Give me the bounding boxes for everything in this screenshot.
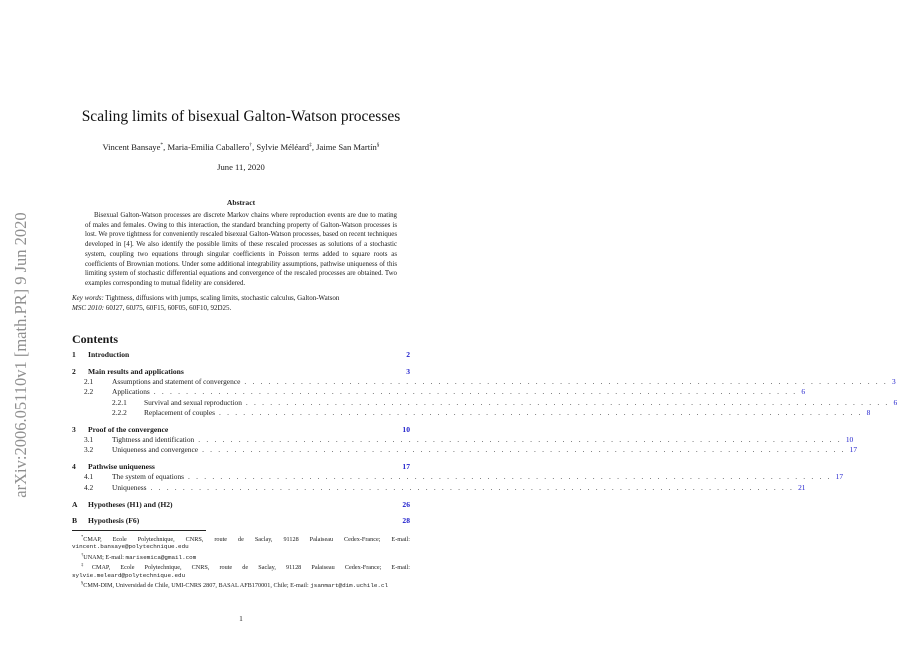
footnote-3-mark: ‡ [81,562,92,568]
toc-entry-number: 3 [72,424,76,434]
author-3-mark: ‡ [309,142,312,149]
keywords-text: Tightness, diffusions with jumps, scaling limits, stochastic calculus, Galton-Watson [105,294,340,302]
toc-entry-number: 3.1 [84,435,94,445]
toc-entry[interactable] [72,500,410,510]
toc-entry-number: 4 [72,462,76,472]
footnote-1-mark: * [81,534,84,539]
toc-entry-number: A [72,499,78,509]
footnote-1-email[interactable]: vincent.bansaye@polytechnique.edu [72,543,189,551]
author-2: Maria-Emilia Caballero [167,142,250,152]
paper-date: June 11, 2020 [217,162,265,172]
toc-entry-page[interactable]: 3 [891,377,896,387]
toc-entry-title[interactable]: Survival and sexual reproduction [144,397,242,407]
toc-entry-number: 3.2 [84,445,94,455]
toc-entry-page[interactable]: 17 [402,462,410,472]
author-4: Jaime San Martín [316,142,377,152]
paper-title: Scaling limits of bisexual Galton-Watson processes [81,108,401,125]
toc-entry-number: 1 [72,350,76,359]
contents-heading: Contents [72,332,119,346]
footnote-3-email[interactable]: sylvie.meleard@polytechnique.edu [72,571,186,579]
footnote-3 [72,561,410,579]
toc-leader-dots: . . . . . . . . . . . . . . . . . . . . . . . . . . . . . . . . . . . . . . . . . . . . . . . . . . . . . . . . . . . . . . . . . . . . . . . . . . . . . . . . [244,377,888,387]
toc-entry-page[interactable]: 6 [893,397,897,407]
arxiv-stamp-text: arXiv:2006.05110v1 [math.PR] 9 Jun 2020 [11,212,30,498]
page-number: 1 [239,614,243,623]
toc-leader-dots: . . . . . . . . . . . . . . . . . . . . . . . . . . . . . . . . . . . . . . . . . . . . . . . . . . . . . . . . . . . . . . . . . . . . . . . . . . . . . . . . [188,472,832,482]
toc-entry-number: 2.2.1 [112,397,127,407]
keywords-line [72,294,410,304]
arxiv-stamp [8,196,34,514]
toc-leader-dots: . . . . . . . . . . . . . . . . . . . . . . . . . . . . . . . . . . . . . . . . . . . . . . . . . . . . . . . . . . . . . . . . . . . . . . . . . . . . . . . . [198,435,842,445]
toc-leader-dots: . . . . . . . . . . . . . . . . . . . . . . . . . . . . . . . . . . . . . . . . . . . . . . . . . . . . . . . . . . . . . . . . . . . . . . . . . . . . . . . . [219,407,863,417]
toc-entry[interactable] [72,387,806,397]
abstract-heading: Abstract [226,198,256,207]
toc-entry-number: 2.2 [84,387,94,397]
toc-entry-title[interactable]: Introduction [88,350,130,359]
footnote-4-mark: § [81,580,84,586]
toc-entry-title[interactable]: Assumptions and statement of convergence [112,377,241,387]
footnote-4-text: CMM-DIM, Universidad de Chile, UMI-CNRS 2807, BASAL AFB170001, Chile; E-mail: [83,582,309,590]
footnote-2-email[interactable]: marisemica@gmail.com [125,553,197,561]
footnotes [72,533,410,590]
msc-label: MSC 2010: [72,303,105,312]
footnote-3-text: CMAP, Ecole Polytechnique, CNRS, route de Saclay, 91128 Palaiseau Cedex-France; E-mail: [91,564,410,572]
toc-entry-page[interactable]: 28 [402,516,410,526]
toc-entry-title[interactable]: Hypotheses (H1) and (H2) [88,499,173,509]
footnote-1 [72,533,410,551]
toc-entry-page[interactable]: 3 [406,366,410,376]
toc-entry-number: 2.1 [84,377,94,387]
toc-entry-title[interactable]: Pathwise uniqueness [88,462,155,472]
toc-entry-page[interactable]: 26 [402,499,410,509]
toc-leader-dots: . . . . . . . . . . . . . . . . . . . . . . . . . . . . . . . . . . . . . . . . . . . . . . . . . . . . . . . . . . . . . . . . . . . . . . . . . . . . . . . . [245,397,890,407]
abstract-body: Bisexual Galton-Watson processes are discrete Markov chains where reproduction events are due to mating of males and females. Owing to this interaction, the standard branching property of Galton-Watson processes is lost. We prove tightness for conveniently rescaled bisexual Galton-Watson processes, based on recent techniques developed in [4]. We also identify the possible limits of these rescaled processes as solutions of a stochastic system, coupling two equations through singular coefficients in Poisson terms added to square roots as coefficients of Brownian motions. Under some additional integrability assumptions, pathwise uniqueness of this limiting system of stochastic differential equations and convergence of the rescaled processes are obtained. Two examples corresponding to mutual fidelity are considered. [85,212,397,287]
footnote-2 [72,551,410,561]
toc-entry-title[interactable]: Applications [112,387,150,397]
toc-entry-page[interactable]: 10 [845,435,854,445]
toc-entry-number: B [72,516,78,526]
footnote-2-mark: † [81,551,84,557]
author-4-mark: § [376,142,380,149]
author-1-mark: * [160,142,164,149]
toc-entry-number: 4.2 [84,482,94,492]
author-3: Sylvie Méléard [256,142,310,152]
toc-leader-dots: . . . . . . . . . . . . . . . . . . . . . . . . . . . . . . . . . . . . . . . . . . . . . . . . . . . . . . . . . . . . . . . . . . . . . . . . . . . . . . . . [153,387,798,397]
footnote-2-text: UNAM; E-mail: [83,553,124,561]
footnote-4 [72,579,410,589]
msc-text: 60J27, 60J75, 60F15, 60F05, 60F10, 92D25. [105,303,232,312]
toc-entry-title[interactable]: Tightness and identification [112,435,195,445]
keywords-block [72,294,410,313]
toc-entry[interactable] [72,482,806,493]
toc-entry-page[interactable]: 6 [801,387,806,397]
author-2-mark: † [249,142,253,149]
toc-entry-title[interactable]: Hypothesis (F6) [88,516,140,526]
toc-entry-title[interactable]: Uniqueness and convergence [112,445,199,455]
toc-entry-number: 4.1 [84,472,94,482]
toc-entry[interactable] [72,350,410,360]
toc-entry-page[interactable]: 8 [866,407,871,417]
footnote-rule [72,530,206,531]
footnote-4-email[interactable]: jsanmart@dim.uchile.cl [310,582,389,590]
toc-entry[interactable] [72,367,410,377]
toc-entry[interactable] [72,516,410,526]
toc-entry-title[interactable]: The system of equations [112,472,185,482]
toc-entry[interactable] [72,462,410,472]
toc-entry-page[interactable]: 17 [849,445,858,455]
table-of-contents [72,350,897,527]
toc-entry[interactable] [72,407,871,418]
toc-entry-page[interactable]: 2 [406,350,410,359]
toc-entry-title[interactable]: Uniqueness [112,482,147,492]
toc-leader-dots: . . . . . . . . . . . . . . . . . . . . . . . . . . . . . . . . . . . . . . . . . . . . . . . . . . . . . . . . . . . . . . . . . . . . . . . . . . . . . . . . [202,445,846,455]
toc-leader-dots: . . . . . . . . . . . . . . . . . . . . . . . . . . . . . . . . . . . . . . . . . . . . . . . . . . . . . . . . . . . . . . . . . . . . . . . . . . . . . . . . [150,482,795,492]
keywords-label: Key words: [72,294,104,302]
toc-entry[interactable] [72,435,854,445]
toc-entry-page[interactable]: 10 [402,424,410,434]
toc-entry-page[interactable]: 17 [835,472,844,482]
toc-entry[interactable] [72,377,896,387]
toc-entry-title[interactable]: Replacement of couples [144,407,216,417]
toc-entry-title[interactable]: Proof of the convergence [88,424,169,434]
msc-line [72,304,410,314]
toc-entry[interactable] [72,472,844,482]
toc-entry-page[interactable]: 21 [798,482,806,492]
toc-entry[interactable] [72,445,858,455]
toc-entry[interactable] [72,397,897,408]
toc-entry-number: 2.2.2 [112,407,127,417]
author-1: Vincent Bansaye [102,142,161,152]
footnote-1-text: CMAP, Ecole Polytechnique, CNRS, route de Saclay, 91128 Palaiseau Cedex-France; E-mail: [83,536,410,544]
toc-entry[interactable] [72,425,410,435]
toc-entry-title[interactable]: Main results and applications [88,366,184,376]
author-list: Vincent Bansaye*, Maria-Emilia Caballero†, Sylvie Méléard‡, Jaime San Martín§ [102,142,380,152]
toc-entry-number: 2 [72,366,76,376]
